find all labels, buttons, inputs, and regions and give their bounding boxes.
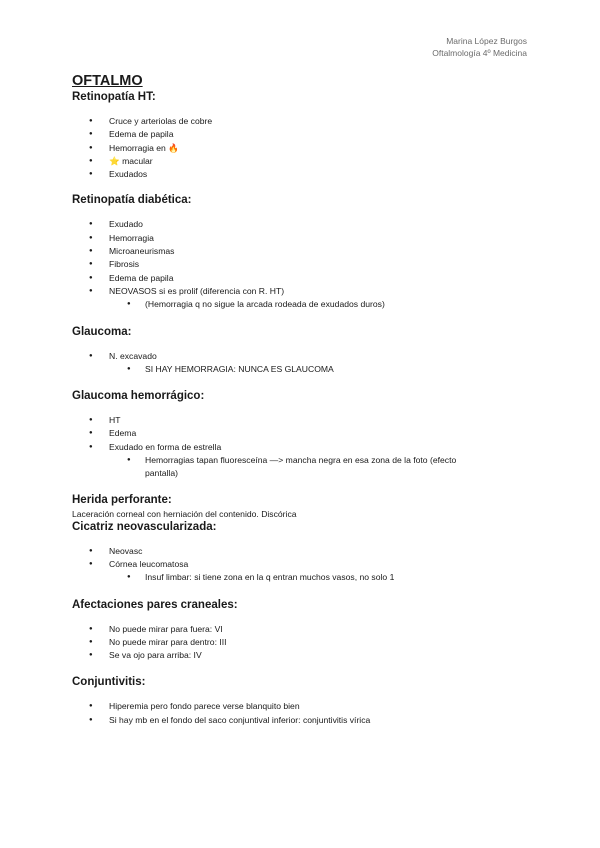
list-conjuntivitis	[72, 700, 532, 727]
list-item: ● Exudado en forma de estrella	[72, 441, 532, 454]
document-body	[72, 73, 532, 727]
list-item: ● HT	[72, 414, 532, 427]
section-heading-pares-craneales: Afectaciones pares craneales:	[72, 598, 238, 611]
list-item: ● Neovasc	[72, 545, 532, 558]
list-item: ● No puede mirar para dentro: III	[72, 636, 532, 649]
list-item: ● Fibrosis	[72, 258, 532, 271]
document-title: OFTALMO	[72, 73, 143, 89]
paragraph-herida-perforante: Laceración corneal con herniación del contenido. Discórica	[72, 508, 297, 519]
section-heading-retinopatia-diabetica: Retinopatía diabética:	[72, 194, 192, 207]
list-item: ● Edema de papila	[72, 272, 532, 285]
document-header	[432, 35, 527, 59]
list-item: ● Hiperemia pero fondo parece verse blanquito bien	[72, 700, 532, 713]
list-pares-craneales	[72, 623, 532, 663]
list-subitem: ● (Hemorragia q no sigue la arcada rodeada de exudados duros)	[72, 298, 532, 311]
list-item: ● Microaneurismas	[72, 245, 532, 258]
course-name: Oftalmología 4º Medicina	[432, 48, 527, 58]
author-name: Marina López Burgos	[446, 36, 527, 46]
list-item: ● Exudado	[72, 218, 532, 231]
list-item: ● No puede mirar para fuera: VI	[72, 623, 532, 636]
section-heading-glaucoma-hemorragico: Glaucoma hemorrágico:	[72, 390, 205, 403]
list-cicatriz-neovascularizada	[72, 545, 532, 585]
list-subitem: ● SI HAY HEMORRAGIA: NUNCA ES GLAUCOMA	[72, 363, 532, 376]
list-item: ● NEOVASOS si es prolif (diferencia con R. HT)	[72, 285, 532, 298]
list-item: ● Se va ojo para arriba: IV	[72, 649, 532, 662]
subitem-line: Hemorragias tapan fluoresceína —> mancha negra en esa zona de la foto (efecto	[145, 455, 457, 466]
section-heading-conjuntivitis: Conjuntivitis:	[72, 676, 146, 689]
list-item: ● Edema	[72, 427, 532, 440]
subitem-line: pantalla)	[145, 468, 178, 479]
list-retinopatia-ht	[72, 115, 532, 181]
section-heading-cicatriz-neovascularizada: Cicatriz neovascularizada:	[72, 520, 217, 533]
list-item: ● Córnea leucomatosa	[72, 558, 532, 571]
list-item: ● Edema de papila	[72, 128, 532, 141]
list-subitem: ● Insuf limbar: si tiene zona en la q entran muchos vasos, no solo 1	[72, 571, 532, 584]
list-item: ● ⭐ macular	[72, 155, 532, 168]
list-subitem	[72, 454, 532, 481]
list-retinopatia-diabetica	[72, 218, 532, 311]
list-item: ● Cruce y arteriolas de cobre	[72, 115, 532, 128]
list-glaucoma	[72, 350, 532, 377]
list-item: ● N. excavado	[72, 350, 532, 363]
list-glaucoma-hemorragico	[72, 414, 532, 480]
section-heading-retinopatia-ht: Retinopatía HT:	[72, 91, 156, 103]
list-item: ● Hemorragia en 🔥	[72, 142, 532, 155]
list-item: ● Si hay mb en el fondo del saco conjuntival inferior: conjuntivitis vírica	[72, 714, 532, 727]
list-item: ● Hemorragia	[72, 232, 532, 245]
section-heading-herida-perforante: Herida perforante:	[72, 493, 172, 506]
list-item: ● Exudados	[72, 168, 532, 181]
section-heading-glaucoma: Glaucoma:	[72, 325, 132, 338]
